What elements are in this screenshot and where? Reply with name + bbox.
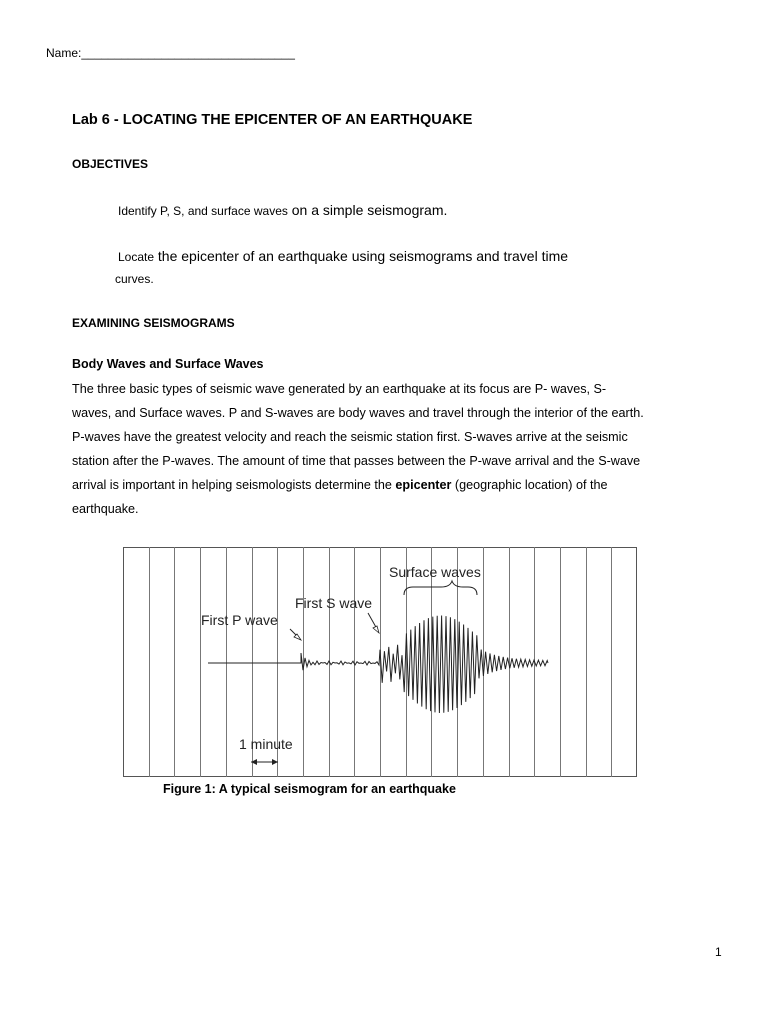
seismogram-figure <box>123 547 637 777</box>
paragraph-text: arrival is important in helping seismologists determine the <box>72 478 396 492</box>
name-field-label: Name:________________________________ <box>46 46 295 60</box>
figure-caption: Figure 1: A typical seismogram for an earthquake <box>163 782 456 796</box>
page-title: Lab 6 - LOCATING THE EPICENTER OF AN EARTHQUAKE <box>72 112 473 128</box>
objective-item-2 <box>118 248 568 264</box>
paragraph-line: P-waves have the greatest velocity and reach the seismic station first. S-waves arrive at the seismic <box>72 430 628 444</box>
page-number: 1 <box>715 945 722 959</box>
objective-2-text-b: the epicenter of an earthquake using seismograms and travel time <box>154 248 569 264</box>
first-s-wave-label: First S wave <box>295 595 373 611</box>
objective-item-1 <box>118 202 447 218</box>
objectives-heading: OBJECTIVES <box>72 157 149 171</box>
objective-2-text-a: Locate <box>118 250 155 264</box>
objective-1-text-b: on a simple seismogram. <box>287 202 448 218</box>
body-paragraph <box>72 377 712 521</box>
surface-waves-label: Surface waves <box>389 564 481 580</box>
seismogram-graphic <box>123 547 637 777</box>
paragraph-line <box>72 473 712 497</box>
objective-1-text-a: Identify P, S, and surface waves <box>118 204 288 218</box>
paragraph-text: (geographic location) of the <box>451 478 608 492</box>
epicenter-term: epicenter <box>395 478 452 492</box>
objective-2-text-c: curves. <box>115 272 154 286</box>
paragraph-line: earthquake. <box>72 502 139 516</box>
section-subheading: Body Waves and Surface Waves <box>72 357 264 371</box>
first-p-wave-label: First P wave <box>201 612 278 628</box>
paragraph-line: station after the P-waves. The amount of time that passes between the P-wave arrival and the S-wave <box>72 454 641 468</box>
paragraph-line: The three basic types of seismic wave generated by an earthquake at its focus are P- waves, S- <box>72 382 607 396</box>
section-heading: EXAMINING SEISMOGRAMS <box>72 316 235 330</box>
one-minute-label: 1 minute <box>239 736 293 752</box>
paragraph-line: waves, and Surface waves. P and S-waves are body waves and travel through the interior of the earth. <box>72 406 644 420</box>
